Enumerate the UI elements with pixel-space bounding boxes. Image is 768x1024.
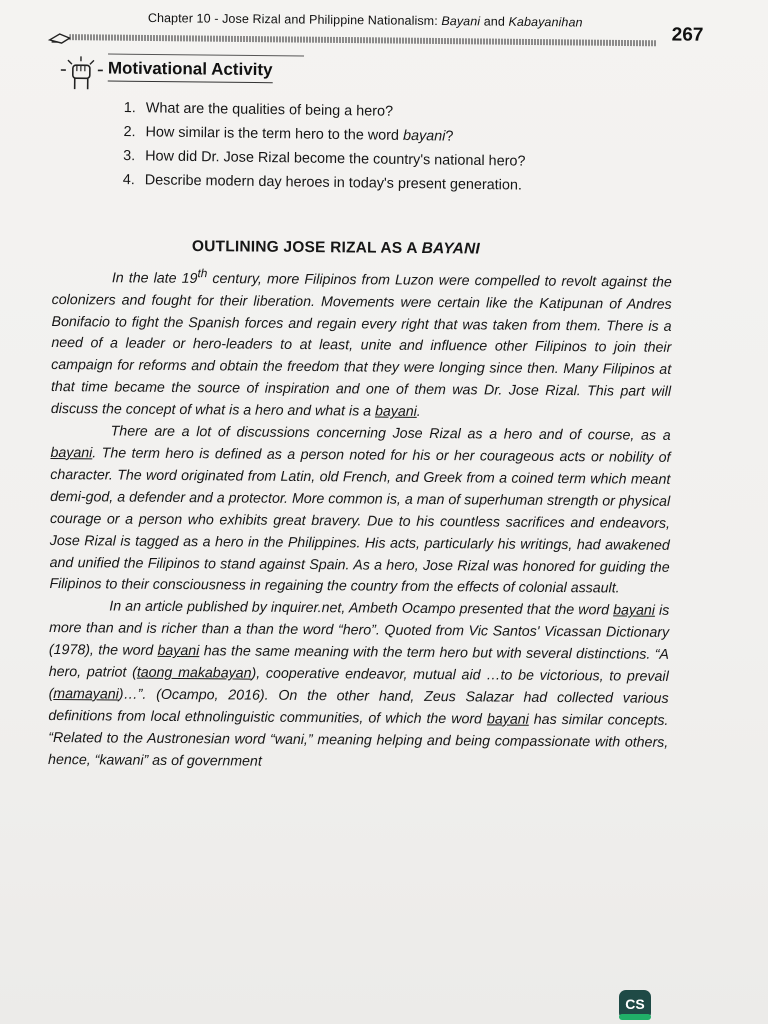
question-number: 1. <box>123 99 136 117</box>
underlined-term: bayani <box>50 444 93 462</box>
motivational-activity-heading <box>60 56 660 102</box>
question-text-em: bayani <box>402 127 446 145</box>
text-run: is more than and is richer than a than the word “hero”. Quoted from Vic Santos' Vicassan Dictionary (1978), the word <box>48 603 670 659</box>
text-run: ), cooperative endeavor, mutual aid …to be victorious, to prevail ( <box>48 665 669 702</box>
section-title-bayani: BAYANI <box>421 240 481 258</box>
text-run: )…”. (Ocampo, 2016). On the other hand, Zeus Salazar had collected various definitions from local ethnolinguistic communities, of which the word <box>48 686 669 728</box>
body-text <box>48 262 672 776</box>
superscript: th <box>197 266 208 281</box>
text-run: . The term hero is defined as a person noted for his or her courageous acts or nobility of character. The word originated from Latin, old French, and Greek from a coined term which meant demi-god, a defender and a protector. More common is, a man of superhuman strength or physical courage or a person who exhibits great bravery. Due to his countless sacrifices and endeavors, Jose Rizal is tagged as a hero in the Philippines. His acts, particularly his writings, had awakened and unified the Filipinos to stand against Spain. As a hero, Jose Rizal was honored for guiding the Filipinos to their consciousness in regaining the country from the effects of colonial assault. <box>49 445 671 597</box>
question-text: How similar is the term hero to the word <box>145 124 404 144</box>
paragraph-3 <box>48 596 669 776</box>
question-text-end: ? <box>445 128 454 145</box>
paragraph-2 <box>49 421 670 601</box>
camscanner-logo-icon <box>619 990 651 1020</box>
question-number: 3. <box>123 147 136 165</box>
question-text: Describe modern day heroes in today's present generation. <box>144 172 523 194</box>
underlined-term: mamayani <box>53 685 119 703</box>
running-header <box>56 4 726 55</box>
section-title <box>192 238 480 259</box>
chapter-title-text: Chapter 10 - Jose Rizal and Philippine Nationalism: <box>147 10 442 29</box>
chapter-title-and: and <box>480 14 509 29</box>
underlined-term: taong makabayan <box>136 664 252 682</box>
question-number: 2. <box>123 123 136 141</box>
underlined-term: bayani <box>486 711 529 728</box>
text-run: has similar concepts. “Related to the Austronesian word “wani,” meaning helping and being compassionate with others, hence, “kawani” as of government <box>48 711 669 770</box>
paragraph-1 <box>51 262 672 426</box>
underlined-term: bayani <box>613 602 656 620</box>
section-title-text: OUTLINING JOSE RIZAL AS A <box>191 238 422 258</box>
text-run: There are a lot of discussions concerning Jose Rizal as a hero and of course, as a <box>110 423 671 444</box>
text-run: In the late 19 <box>111 270 198 287</box>
text-run: century, more Filipinos from Luzon were compelled to revolt against the colonizers and fought for their liberation. Movements were certain like the Katipunan of Andres Bonifacio to fight the Spanish forces and regain every right that was taken from them. There is a need of a leader or hero-leaders to at least, unite and influence other Filipinos to join their campaign for reforms and obtain the freedom that they were longing since then. Many Filipinos at that time became the source of inspiration and one of them was Dr. Jose Rizal. This part will discuss the concept of what is a hero and what is a <box>50 270 672 420</box>
camscanner-logo-text: CS <box>625 996 645 1012</box>
question-list <box>123 96 644 199</box>
page-number: 267 <box>671 24 704 46</box>
text-run: . <box>416 404 421 421</box>
raised-fist-icon <box>60 56 104 92</box>
header-rule <box>70 34 656 46</box>
question-text: How did Dr. Jose Rizal become the country's national hero? <box>145 148 526 170</box>
underlined-term: bayani <box>157 642 200 660</box>
chapter-title-kabayanihan: Kabayanihan <box>508 14 583 30</box>
underlined-term: bayani <box>374 403 417 421</box>
question-text: What are the qualities of being a hero? <box>145 100 394 120</box>
text-run: has the same meaning with the term hero but with several distinctions. “A hero, patriot ( <box>48 643 669 681</box>
question-number: 4. <box>122 171 135 189</box>
chapter-title-bayani: Bayani <box>441 14 481 29</box>
heading-overline <box>108 54 304 57</box>
chapter-title <box>148 11 583 30</box>
motivational-activity-title: Motivational Activity <box>108 59 273 84</box>
text-run: In an article published by inquirer.net, Ambeth Ocampo presented that the word <box>109 598 614 619</box>
